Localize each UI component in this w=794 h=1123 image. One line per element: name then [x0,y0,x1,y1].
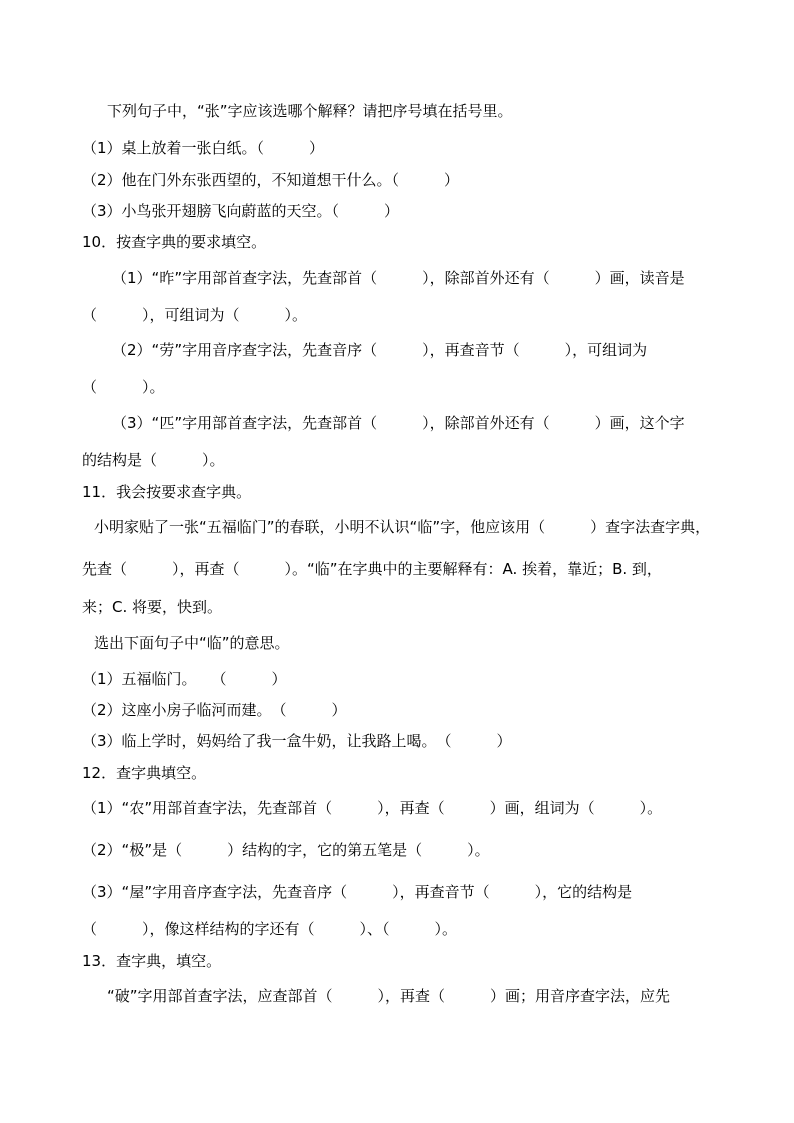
instruction-line: 下列句子中，“张”字应该选哪个解释？请把序号填在括号里。 [107,102,513,120]
q11-sub-instruction: 选出下面句子中“临”的意思。 [94,634,290,652]
q11-item-2: （2）这座小房子临河而建。 （ ） [82,701,347,719]
q13-paragraph: “破”字用部首查字法，应查部首（ ），再查（ ）画；用音序查字法，应先 [107,987,671,1005]
q10-part-3b: 的结构是（ ）。 [82,451,225,469]
q11-paragraph-1: 小明家贴了一张“五福临门”的春联，小明不认识“临”字，他应该用（ ）查字法查字典， [94,518,711,536]
item-9-2: （2）他在门外东张西望的，不知道想干什么。（ ） [82,171,460,189]
q10-part-1a: （1）“昨”字用部首查字法，先查部首（ ），除部首外还有（ ）画，读音是 [112,269,685,287]
question-12-title: 12．查字典填空。 [82,764,207,782]
q12-item-3a: （3）“屋”字用音序查字法，先查音序（ ），再查音节（ ），它的结构是 [82,883,633,901]
q10-part-3a: （3）“匹”字用部首查字法，先查部首（ ），除部首外还有（ ）画，这个字 [112,414,685,432]
q12-item-3b: （ ），像这样结构的字还有（ ）、（ ）。 [82,920,458,938]
item-9-1: （1）桌上放着一张白纸。（ ） [82,139,325,157]
q10-part-2b: （ ）。 [82,378,165,396]
q10-part-2a: （2）“劳”字用音序查字法，先查音序（ ），再查音节（ ），可组词为 [112,341,648,359]
q12-item-1: （1）“农”用部首查字法，先查部首（ ），再查（ ）画，组词为（ ）。 [82,799,663,817]
q11-item-3: （3）临上学时，妈妈给了我一盒牛奶，让我路上喝。 （ ） [82,732,512,750]
q10-part-1b: （ ），可组词为（ ）。 [82,306,308,324]
q11-item-1: （1）五福临门。 （ ） [82,670,287,688]
q12-item-2: （2）“极”是（ ）结构的字，它的第五笔是（ ）。 [82,841,490,859]
q11-paragraph-2: 先查（ ），再查（ ）。“临”在字典中的主要解释有：A. 挨着，靠近；B. 到， [82,560,662,578]
question-10-title: 10．按查字典的要求填空。 [82,233,267,251]
question-13-title: 13．查字典，填空。 [82,952,222,970]
q11-paragraph-3: 来；C. 将要，快到。 [82,598,223,616]
question-11-title: 11．我会按要求查字典。 [82,483,252,501]
item-9-3: （3）小鸟张开翅膀飞向蔚蓝的天空。（ ） [82,202,400,220]
